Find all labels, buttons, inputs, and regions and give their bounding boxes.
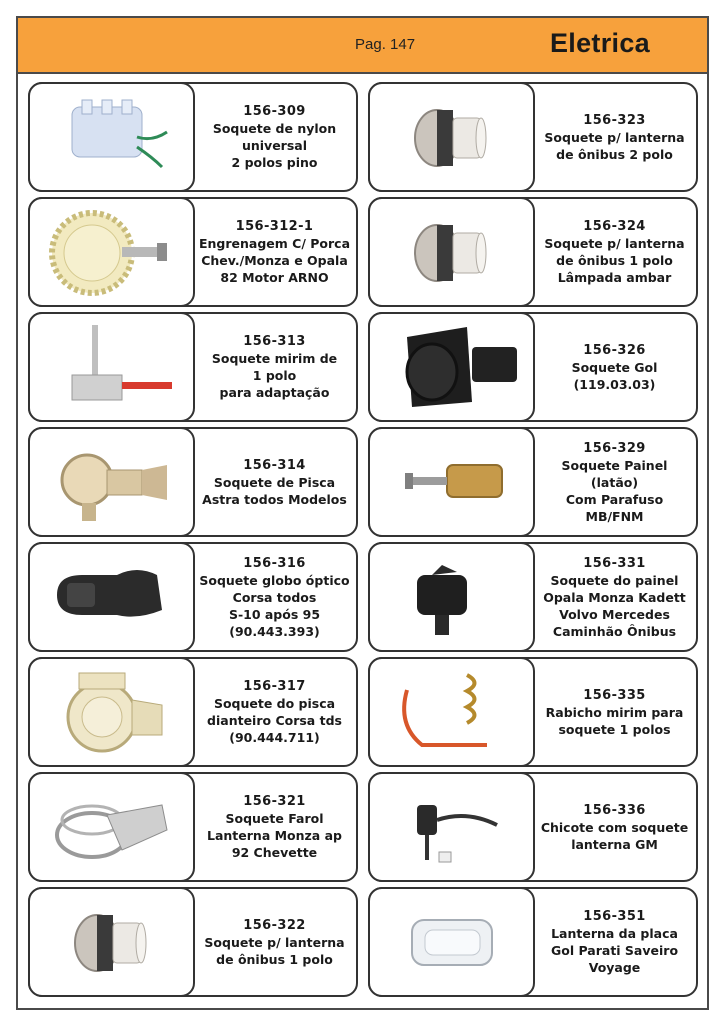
product-card — [368, 197, 698, 307]
product-line: Soquete de nylon — [212, 121, 337, 136]
product-line: Soquete globo óptico — [199, 572, 350, 588]
page-header — [18, 18, 707, 74]
black-socket-icon — [368, 312, 535, 422]
product-code: 156-314 — [243, 457, 306, 473]
product-line: (latão) — [590, 474, 639, 490]
product-code: 156-323 — [583, 112, 646, 128]
product-code: 156-335 — [583, 687, 646, 703]
product-line: Engrenagem C/ Porca — [198, 236, 350, 251]
product-line: Lanterna da placa — [551, 926, 678, 941]
product-line: 82 Motor ARNO — [220, 270, 329, 285]
product-line: dianteiro Corsa tds — [207, 713, 342, 728]
product-card — [28, 657, 358, 767]
gear-icon — [28, 197, 195, 307]
product-line: Soquete p/ lanterna — [204, 934, 345, 950]
turn-signal-socket-icon — [28, 427, 195, 537]
product-line: MB/FNM — [585, 508, 644, 524]
product-line: Soquete Painel — [561, 457, 668, 473]
bus-lamp-socket-icon — [368, 197, 535, 307]
product-code: 156-336 — [583, 802, 646, 818]
product-line: Opala Monza Kadett — [543, 589, 686, 605]
product-line: Lanterna Monza ap — [207, 828, 342, 843]
product-line: lanterna GM — [571, 836, 658, 852]
product-line: (90.444.711) — [229, 730, 320, 745]
product-line: Soquete mirim de — [211, 351, 338, 366]
product-line: 2 polos pino — [231, 155, 318, 170]
page-number: Pag. 147 — [355, 36, 416, 53]
product-line: Voyage — [588, 960, 641, 975]
product-description — [195, 659, 354, 765]
product-description — [535, 84, 694, 190]
product-description — [535, 659, 694, 765]
product-line: de ônibus 1 polo — [556, 253, 673, 268]
product-code: 156-317 — [243, 679, 306, 694]
product-line: 1 polo — [252, 368, 297, 383]
product-description — [195, 199, 354, 305]
product-description — [535, 774, 694, 880]
product-code: 156-329 — [583, 440, 646, 456]
product-description — [195, 314, 354, 420]
nylon-socket-icon — [28, 82, 195, 192]
product-line: (90.443.393) — [229, 623, 320, 639]
product-line: Soquete do painel — [550, 572, 679, 588]
product-card — [368, 887, 698, 997]
product-description — [535, 314, 694, 420]
product-code: 156-324 — [583, 219, 646, 234]
product-line: para adaptação — [219, 385, 330, 400]
product-card — [368, 82, 698, 192]
product-code: 156-331 — [583, 555, 646, 571]
product-line: Soquete Farol — [225, 811, 324, 826]
product-description — [535, 429, 694, 535]
product-line: Chicote com soquete — [540, 819, 689, 835]
product-line: Soquete de Pisca — [213, 474, 336, 490]
product-description — [535, 199, 694, 305]
product-line: Volvo Mercedes — [559, 606, 670, 622]
product-card — [368, 657, 698, 767]
product-line: (119.03.03) — [573, 376, 656, 392]
product-line: Soquete do pisca — [213, 696, 336, 711]
product-code: 156-351 — [583, 909, 646, 924]
panel-socket-icon — [368, 542, 535, 652]
product-card — [368, 542, 698, 652]
product-code: 156-313 — [243, 334, 306, 349]
product-line: Soquete p/ lanterna — [544, 236, 685, 251]
section-title: Eletrica — [550, 28, 650, 58]
product-card — [28, 542, 358, 652]
product-description — [195, 544, 354, 650]
product-code: 156-316 — [243, 555, 306, 571]
product-description — [195, 429, 354, 535]
product-line: Com Parafuso — [565, 491, 664, 507]
product-line: de ônibus 1 polo — [216, 951, 333, 967]
product-line: Astra todos Modelos — [202, 491, 347, 507]
bus-lamp-socket-icon — [368, 82, 535, 192]
product-description — [195, 774, 354, 880]
product-line: S-10 após 95 — [228, 606, 321, 622]
product-code: 156-312-1 — [235, 219, 314, 234]
product-line: universal — [241, 138, 308, 153]
product-card — [28, 427, 358, 537]
pigtail-icon — [368, 657, 535, 767]
plate-lamp-icon — [368, 887, 535, 997]
product-line: Caminhão Ônibus — [552, 623, 677, 639]
product-line: 92 Chevette — [231, 845, 318, 860]
product-card — [28, 772, 358, 882]
product-line: Corsa todos — [232, 589, 317, 605]
headlamp-clip-icon — [28, 772, 195, 882]
product-line: Chev./Monza e Opala — [201, 253, 348, 268]
product-description — [535, 544, 694, 650]
brass-socket-icon — [368, 427, 535, 537]
bus-lamp-socket-icon — [28, 887, 195, 997]
product-line: de ônibus 2 polo — [556, 146, 673, 162]
product-description — [195, 889, 354, 995]
product-line: Soquete Gol — [571, 359, 658, 375]
harness-icon — [368, 772, 535, 882]
product-description — [195, 84, 354, 190]
product-description — [535, 889, 694, 995]
product-code: 156-321 — [243, 794, 306, 809]
product-card — [368, 312, 698, 422]
product-line: Gol Parati Saveiro — [550, 943, 679, 958]
product-code: 156-322 — [243, 917, 306, 933]
product-card — [28, 312, 358, 422]
product-card — [28, 887, 358, 997]
product-line: soquete 1 polos — [558, 721, 671, 737]
product-line: Rabicho mirim para — [545, 704, 684, 720]
mini-socket-icon — [28, 312, 195, 422]
product-card — [28, 197, 358, 307]
headlight-socket-icon — [28, 542, 195, 652]
product-card — [28, 82, 358, 192]
product-card — [368, 772, 698, 882]
product-line: Lâmpada ambar — [557, 270, 672, 285]
product-code: 156-326 — [583, 342, 646, 358]
product-card — [368, 427, 698, 537]
product-code: 156-309 — [243, 104, 306, 119]
product-line: Soquete p/ lanterna — [544, 129, 685, 145]
front-signal-socket-icon — [28, 657, 195, 767]
